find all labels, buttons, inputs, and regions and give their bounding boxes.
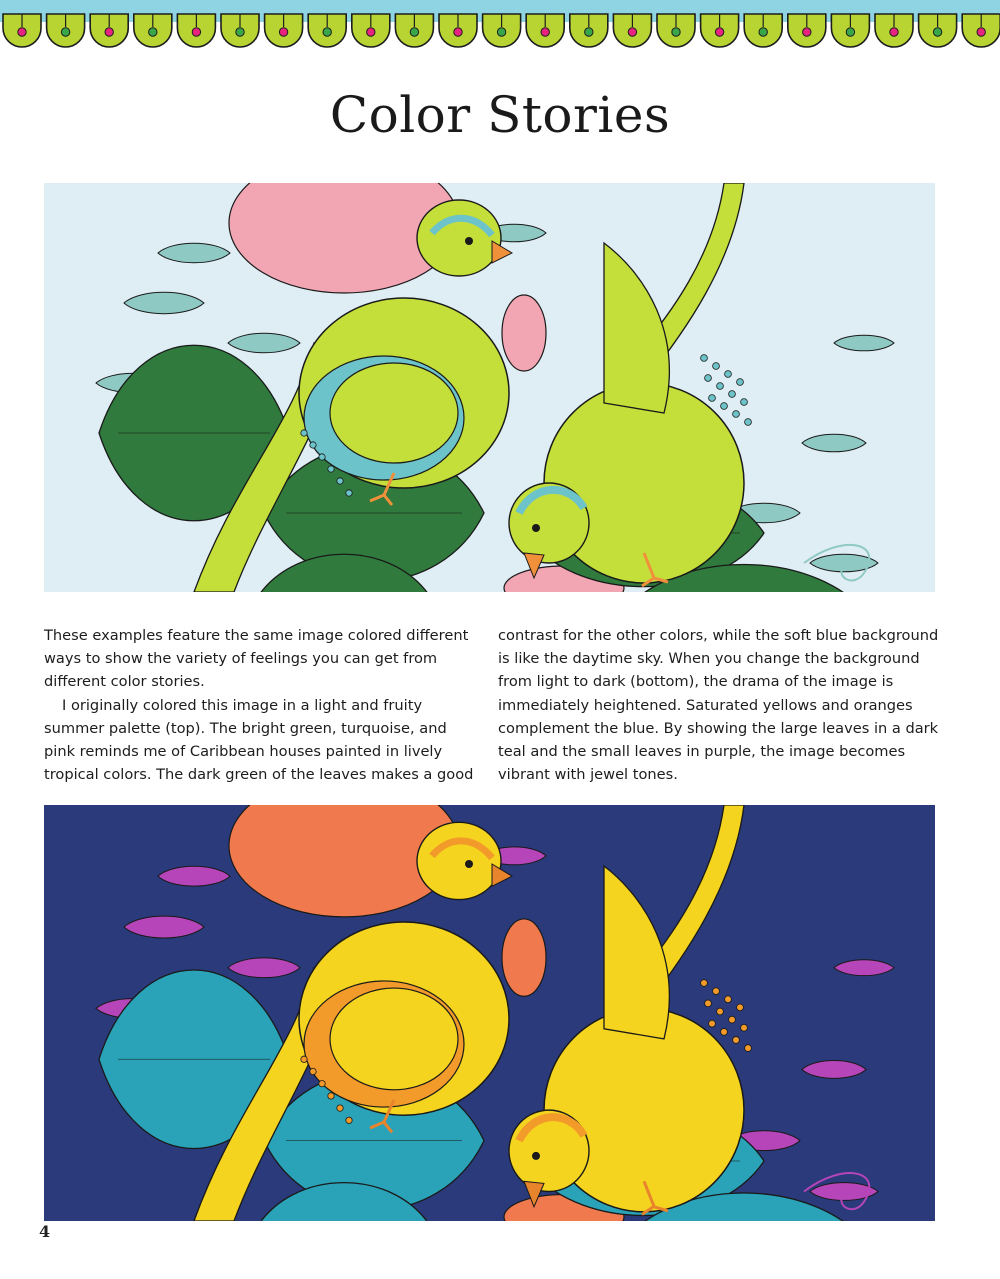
wing-dot [733, 411, 740, 418]
illustration-light-palette [44, 183, 935, 592]
wing-dot [713, 363, 720, 370]
text-line: contrast for the other colors, while the soft blue background [498, 627, 939, 644]
bird-head [417, 822, 501, 899]
page-number: 4 [39, 1222, 51, 1241]
wing-dot [337, 1105, 343, 1111]
flower-bud [502, 919, 546, 996]
wing-dot [319, 454, 325, 460]
border-dot [149, 28, 157, 36]
border-dot [933, 28, 941, 36]
bird-eye [465, 237, 473, 245]
flower-bud [502, 295, 546, 371]
border-dot [192, 28, 200, 36]
wing-dot [709, 395, 716, 402]
decorative-border [0, 0, 1000, 60]
wing-dot [725, 996, 732, 1003]
text-line: These examples feature the same image colored different [44, 627, 469, 644]
wing-dot [709, 1020, 716, 1027]
border-dot [497, 28, 505, 36]
wing-dot [346, 490, 352, 496]
bird-wing-inner [330, 363, 458, 463]
page-title: Color Stories [329, 86, 671, 144]
border-dot [454, 28, 462, 36]
border-dot [410, 28, 418, 36]
text-line: teal and the small leaves in purple, the image becomes [498, 743, 906, 761]
wing-dot [737, 379, 744, 386]
small-leaf [834, 960, 894, 976]
wing-dot [741, 1024, 748, 1031]
bird-eye [532, 1152, 540, 1160]
wing-dot [346, 1117, 352, 1123]
border-dot [541, 28, 549, 36]
wing-dot [737, 1004, 744, 1011]
wing-dot [328, 1093, 334, 1099]
border-dot [803, 28, 811, 36]
bird-head [417, 200, 501, 276]
text-line: from light to dark (bottom), the drama of the image is [498, 673, 894, 691]
text-line: is like the daytime sky. When you change the background [498, 650, 920, 668]
small-leaf [834, 335, 894, 351]
wing-dot [319, 1080, 325, 1086]
illustration-dark-palette [44, 805, 935, 1221]
border-dot [846, 28, 854, 36]
bird-wing-inner [330, 988, 458, 1090]
border-dot [585, 28, 593, 36]
wing-dot [301, 1056, 307, 1062]
text-line: summer palette (top). The bright green, turquoise, and [44, 719, 447, 737]
border-dot [236, 28, 244, 36]
border-dot [977, 28, 985, 36]
body-text-right-column [498, 624, 939, 786]
wing-dot [701, 355, 708, 362]
border-dot [18, 28, 26, 36]
wing-dot [745, 1045, 752, 1052]
bird-eye [532, 524, 540, 532]
wing-dot [337, 478, 343, 484]
border-dot [279, 28, 287, 36]
wing-dot [701, 980, 708, 987]
wing-dot [310, 442, 316, 448]
border-dot [759, 28, 767, 36]
wing-dot [328, 466, 334, 472]
wing-dot [717, 383, 724, 390]
wing-dot [705, 1000, 712, 1007]
wing-dot [729, 391, 736, 398]
border-dot [890, 28, 898, 36]
text-line: pink reminds me of Caribbean houses painted in lively [44, 743, 443, 761]
border-dot [367, 28, 375, 36]
border-dot [105, 28, 113, 36]
border-dot [715, 28, 723, 36]
wing-dot [741, 399, 748, 406]
text-line: vibrant with jewel tones. [498, 766, 678, 784]
text-line: immediately heightened. Saturated yellows and oranges [498, 696, 913, 714]
wing-dot [729, 1016, 736, 1023]
wing-dot [717, 1008, 724, 1015]
wing-dot [725, 371, 732, 378]
text-line: I originally colored this image in a light and fruity [62, 696, 423, 714]
wing-dot [721, 403, 728, 410]
border-dot [672, 28, 680, 36]
text-line: ways to show the variety of feelings you can get from [44, 650, 438, 668]
wing-dot [733, 1037, 740, 1044]
wing-dot [310, 1068, 316, 1074]
body-text-left-column [44, 624, 482, 786]
wing-dot [301, 430, 307, 436]
border-dot [323, 28, 331, 36]
text-line: tropical colors. The dark green of the leaves makes a good [44, 766, 474, 784]
wing-dot [745, 419, 752, 426]
text-line: different color stories. [44, 673, 205, 691]
wing-dot [721, 1028, 728, 1035]
wing-dot [705, 375, 712, 382]
border-dot [628, 28, 636, 36]
text-line: complement the blue. By showing the large leaves in a dark [498, 719, 939, 737]
wing-dot [713, 988, 720, 995]
bird-eye [465, 860, 473, 868]
border-dot [61, 28, 69, 36]
